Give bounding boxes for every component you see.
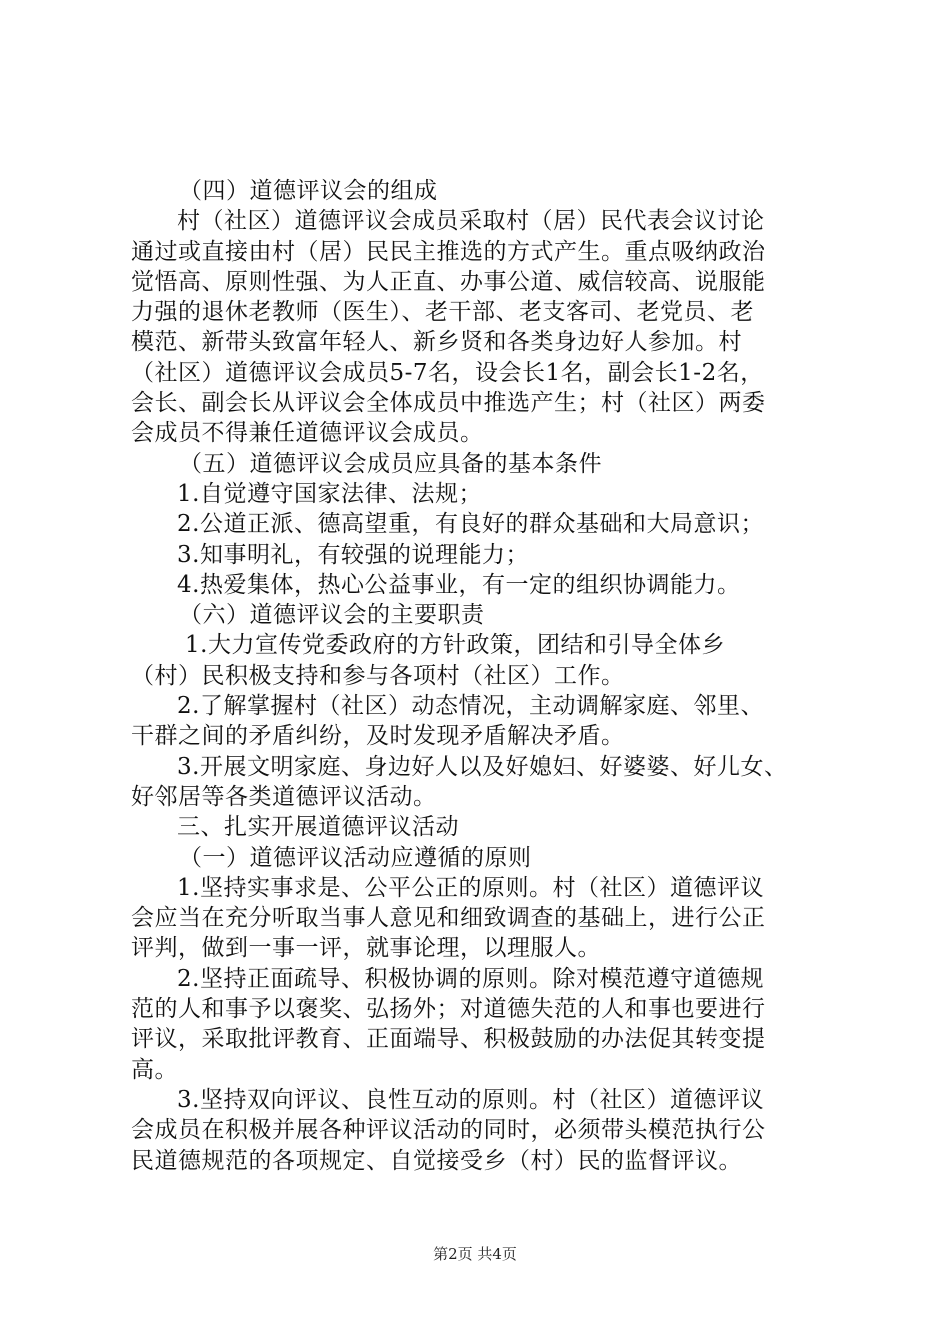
text-line: 范的人和事予以褒奖、弘扬外；对道德失范的人和事也要进行 <box>131 996 766 1023</box>
text-line: 1.大力宣传党委政府的方针政策，团结和引导全体乡 <box>185 632 725 659</box>
text-line: 评判，做到一事一评，就事论理，以理服人。 <box>131 935 601 962</box>
text-line: （五）道德评议会成员应具备的基本条件 <box>179 450 602 477</box>
text-line: 通过或直接由村（居）民民主推选的方式产生。重点吸纳政治 <box>131 238 766 265</box>
text-line: （社区）道德评议会成员5-7名，设会长1名，副会长1-2名， <box>131 359 764 386</box>
text-line: 会成员不得兼任道德评议会成员。 <box>131 420 484 447</box>
text-line: 2.了解掌握村（社区）动态情况，主动调解家庭、邻里、 <box>177 693 764 720</box>
text-line: 3.坚持双向评议、良性互动的原则。村（社区）道德评议 <box>177 1086 764 1113</box>
text-line: （一）道德评议活动应遵循的原则 <box>179 844 532 871</box>
text-line: 4.热爱集体，热心公益事业，有一定的组织协调能力。 <box>177 571 741 598</box>
text-line: 三、扎实开展道德评议活动 <box>177 814 459 841</box>
text-line: 会成员在积极并展各种评议活动的同时，必须带头模范执行公 <box>131 1117 766 1144</box>
page-footer: 第2页 共4页 <box>433 1245 517 1263</box>
text-line: 1.坚持实事求是、公平公正的原则。村（社区）道德评议 <box>177 874 764 901</box>
text-line: 模范、新带头致富年轻人、新乡贤和各类身边好人参加。村 <box>131 329 742 356</box>
text-line: 村（社区）道德评议会成员采取村（居）民代表会议讨论 <box>177 208 765 235</box>
text-line: （村）民积极支持和参与各项村（社区）工作。 <box>131 662 625 689</box>
text-line: 好邻居等各类道德评议活动。 <box>131 783 437 810</box>
text-line: 评议，采取批评教育、正面端导、积极鼓励的办法促其转变提 <box>131 1026 766 1053</box>
text-line: 3.知事明礼，有较强的说理能力； <box>177 541 529 568</box>
text-line: （六）道德评议会的主要职责 <box>179 602 485 629</box>
text-line: 会应当在充分听取当事人意见和细致调查的基础上，进行公正 <box>131 905 766 932</box>
text-line: 1.自觉遵守国家法律、法规； <box>177 480 482 507</box>
text-line: 力强的退休老教师（医生）、老干部、老支客司、老党员、老 <box>131 299 754 326</box>
text-line: 干群之间的矛盾纠纷，及时发现矛盾解决矛盾。 <box>131 723 625 750</box>
text-line: 2.公道正派、德高望重，有良好的群众基础和大局意识； <box>177 511 764 538</box>
document-body <box>131 176 843 1176</box>
text-line: 高。 <box>131 1056 178 1083</box>
text-line: 会长、副会长从评议会全体成员中推选产生；村（社区）两委 <box>131 390 766 417</box>
text-line: 民道德规范的各项规定、自觉接受乡（村）民的监督评议。 <box>131 1147 742 1174</box>
text-line: 觉悟高、原则性强、为人正直、办事公道、威信较高、说服能 <box>131 268 766 295</box>
text-line: （四）道德评议会的组成 <box>179 178 438 204</box>
text-line: 3.开展文明家庭、身边好人以及好媳妇、好婆婆、好儿女、 <box>177 753 788 780</box>
text-line: 2.坚持正面疏导、积极协调的原则。除对模范遵守道德规 <box>177 965 764 992</box>
